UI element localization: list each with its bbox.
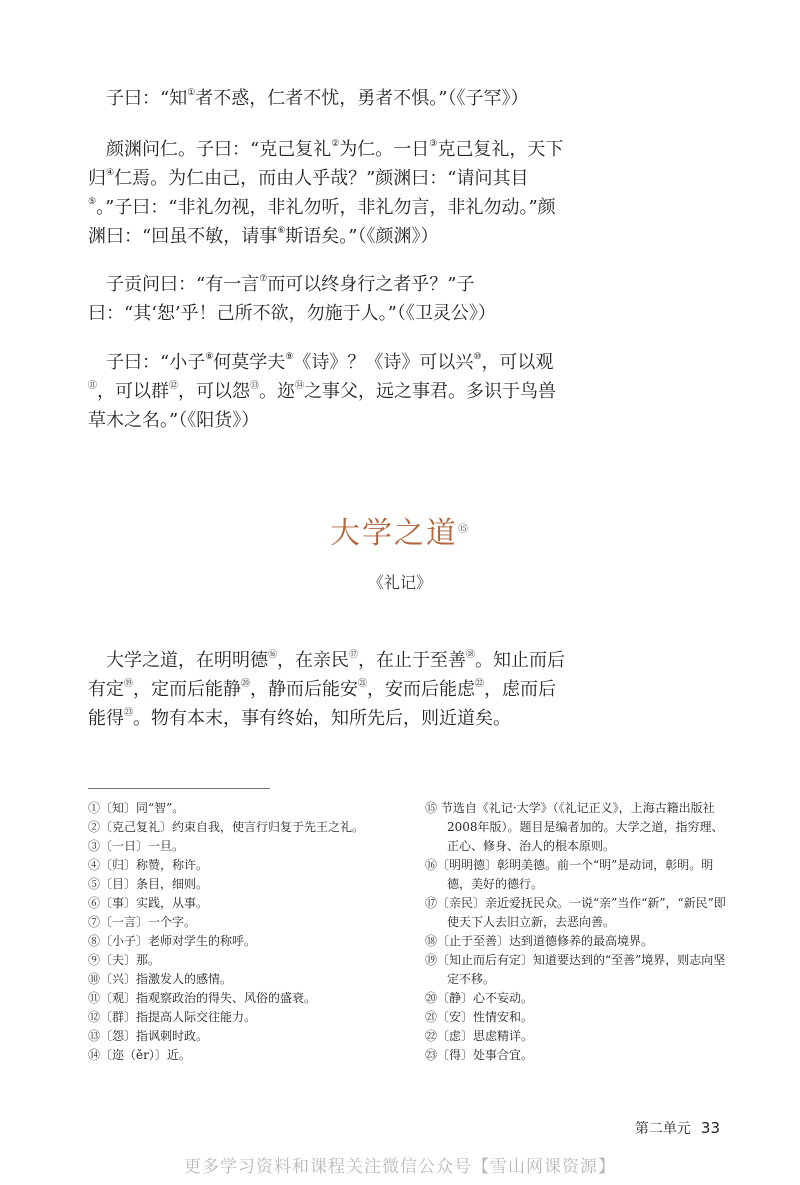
passage-text: 颜渊问仁。子曰：“克己复礼②为仁。一日③克己复礼，天下归④仁焉。为仁由己，而由人乎哉？”颜渊曰：“请问其目⑤。”子曰：“非礼勿视，非礼勿听，非礼勿言，非礼勿动。”颜渊曰：“回虽不敏，请事⑥斯语矣。”（《颜渊》） xyxy=(88,139,564,247)
passage-text: 大学之道，在明明德⑯，在亲民⑰，在止于至善⑱。知止而后有定⑲，定而后能静⑳，静而后能安$^㉑$，安而后能虑$^㉒$，虑而后能得$^㉓$。物有本末，事有终始，知所先后，则近道矣。 xyxy=(88,650,566,729)
footnote-item: ⑨〔夫〕那。 xyxy=(88,953,161,967)
analects-passage-3 xyxy=(88,270,568,328)
footnote-item: ⑳〔静〕心不妄动。 xyxy=(425,991,534,1005)
footnote-item: ⑪〔观〕指观察政治的得失、风俗的盛衰。 xyxy=(88,991,317,1005)
footnote-item: ⑲〔知止而后有定〕知道要达到的“至善”境界，则志向坚定不移。 xyxy=(425,953,726,986)
footnote-divider xyxy=(88,788,270,789)
footnote-item: ⑱〔止于至善〕达到道德修养的最高境界。 xyxy=(425,934,654,948)
section-source: 《礼记》 xyxy=(367,573,432,592)
footnote-item: ①〔知〕同“智”。 xyxy=(88,801,185,815)
page-number: 33 xyxy=(700,1119,720,1137)
daxue-passage xyxy=(88,646,568,733)
footnote-item: ⑥〔事〕实践，从事。 xyxy=(88,896,209,910)
footnote-item: ⑬〔怨〕指讽刺时政。 xyxy=(88,1029,209,1043)
footnote-item: ③〔一日〕一旦。 xyxy=(88,839,185,853)
footnote-item: ②〔克己复礼〕约束自我，使言行归复于先王之礼。 xyxy=(88,820,365,834)
footnotes-left-column xyxy=(88,799,408,1065)
page-footer xyxy=(635,1118,720,1138)
watermark-text: 更多学习资料和课程关注微信公众号【雪山网课资源】 xyxy=(184,1157,616,1177)
section-title-footnote-marker: ⑮ xyxy=(458,524,470,535)
footnote-item: ⑧〔小子〕老师对学生的称呼。 xyxy=(88,934,257,948)
footnote-item: ⑯〔明明德〕彰明美德。前一个“明”是动词，彰明。明德，美好的德行。 xyxy=(425,858,714,891)
footnote-item: ⑦〔一言〕一个字。 xyxy=(88,915,197,929)
analects-passage-1 xyxy=(88,84,568,113)
footnote-item: ㉑〔安〕性情安和。 xyxy=(425,1010,534,1024)
footnote-item: ⑤〔目〕条目，细则。 xyxy=(88,877,209,891)
section-title-text: 大学之道 xyxy=(330,516,458,551)
footnotes-right-column xyxy=(425,799,730,1065)
footnote-item: ⑫〔群〕指提高人际交往能力。 xyxy=(88,1010,257,1024)
footnote-item: ㉒〔虑〕思虑精详。 xyxy=(425,1029,534,1043)
footnote-item: ④〔归〕称赞，称许。 xyxy=(88,858,209,872)
passage-text: 子曰：“知①者不惑，仁者不忧，勇者不惧。”（《子罕》） xyxy=(106,88,529,109)
footnote-item: ⑮ 节选自《礼记·大学》（《礼记正义》，上海古籍出版社2008年版）。题目是编者加的。大学之道，指穷理、正心、修身、治人的根本原则。 xyxy=(425,801,724,853)
passage-text: 子曰：“小子⑧何莫学夫⑨《诗》？《诗》可以兴⑩，可以观⑪，可以群⑫，可以怨⑬。迩⑭之事父，远之事君。多识于鸟兽草木之名。”（《阳货》） xyxy=(88,352,557,431)
section-title xyxy=(0,508,800,552)
footnote-item: ⑰〔亲民〕亲近爱抚民众。一说“亲”当作“新”，“新民”即使天下人去旧立新，去恶向善。 xyxy=(425,896,726,929)
analects-passage-4 xyxy=(88,348,568,435)
analects-passage-2 xyxy=(88,135,568,251)
footnote-item: ⑭〔迩（ěr）〕近。 xyxy=(88,1048,191,1062)
footnote-item: ㉓〔得〕处事合宜。 xyxy=(425,1048,534,1062)
unit-label: 第二单元 xyxy=(634,1121,691,1137)
passage-text: 子贡问曰：“有一言⑦而可以终身行之者乎？”子曰：“其‘恕’乎！己所不欲，勿施于人。”（《卫灵公》） xyxy=(88,274,496,324)
footnote-item: ⑩〔兴〕指激发人的感情。 xyxy=(88,972,233,986)
